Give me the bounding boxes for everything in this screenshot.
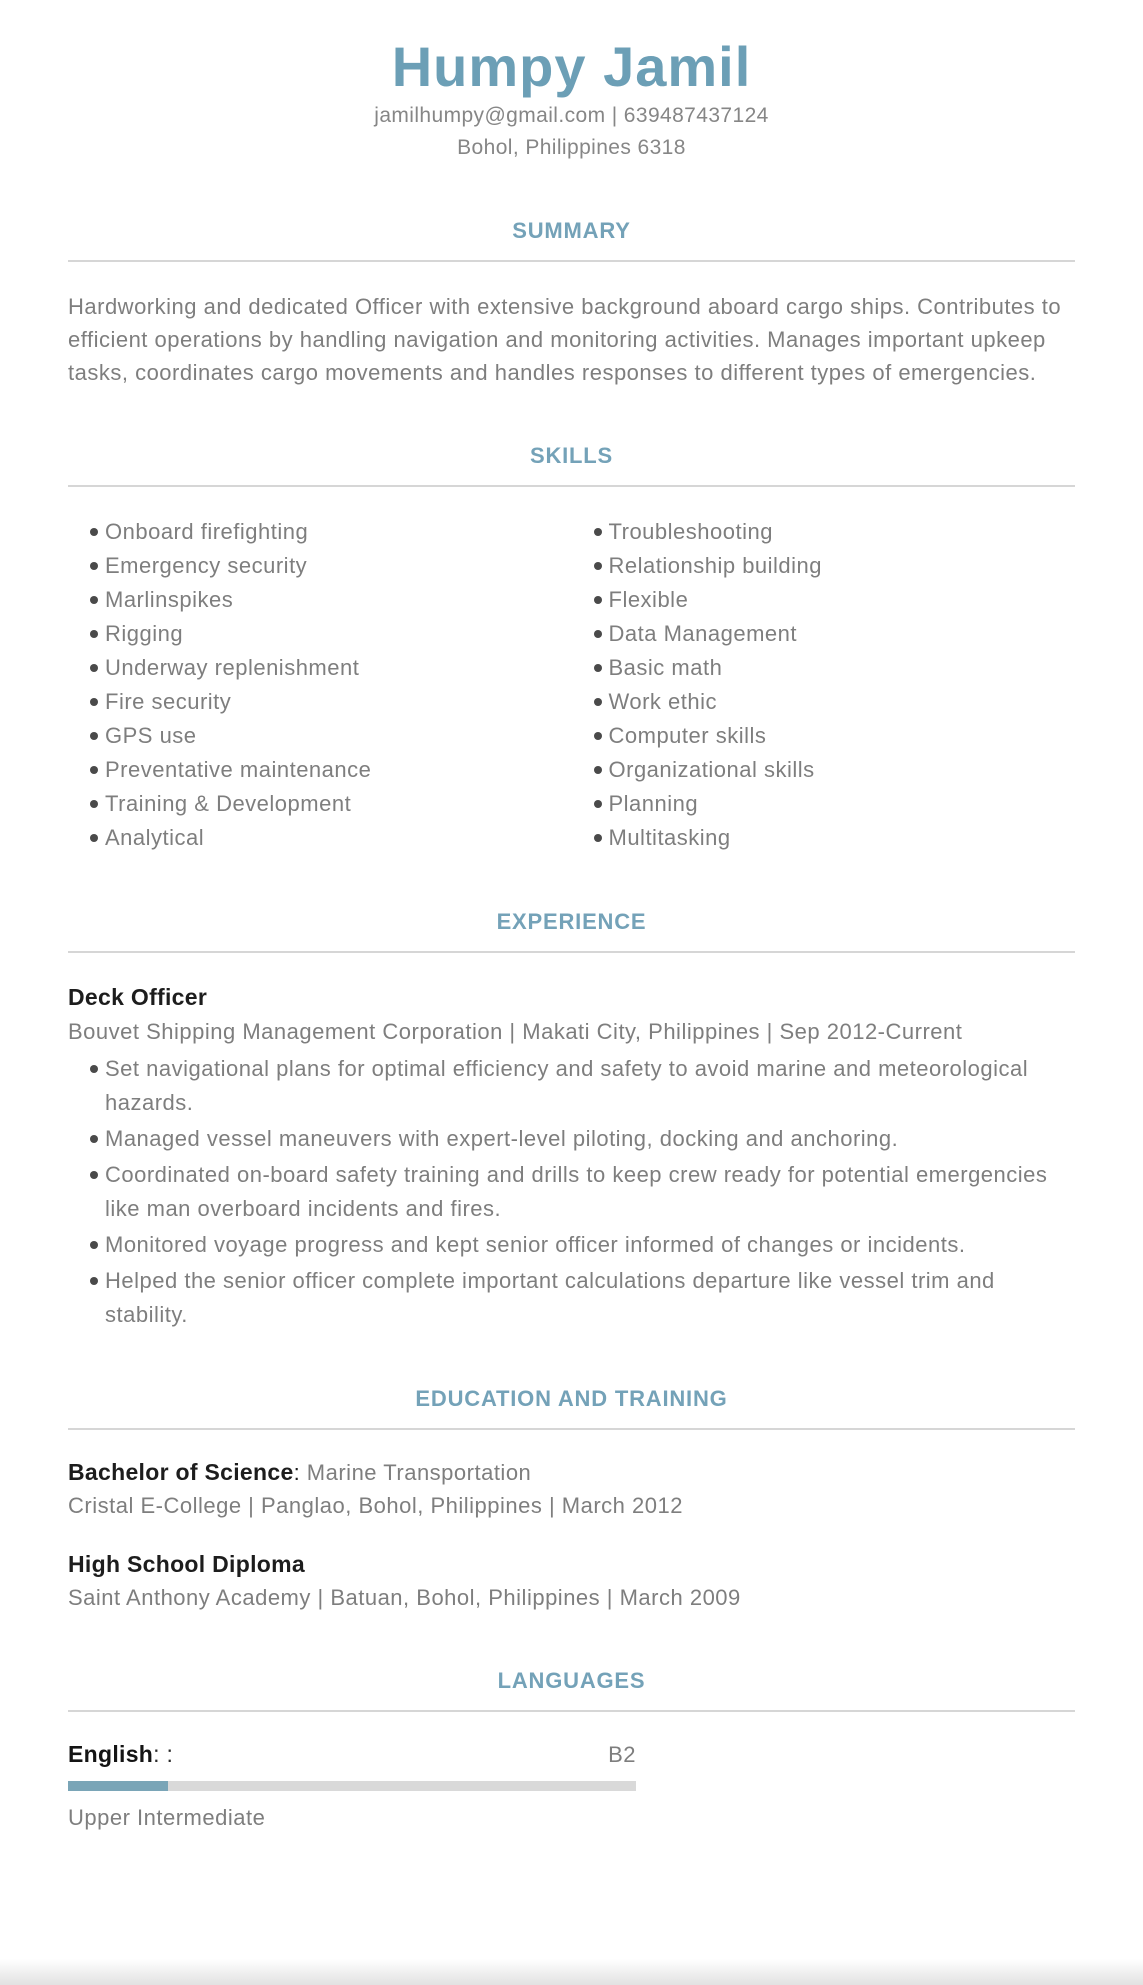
location-line: Bohol, Philippines 6318 xyxy=(457,136,686,159)
language-name-suffix: : : xyxy=(153,1741,174,1767)
education-degree-line xyxy=(68,1456,1075,1489)
section-languages xyxy=(68,1668,1075,1834)
language-header-row xyxy=(68,1738,636,1771)
education-meta: Saint Anthony Academy | Batuan, Bohol, Philippines | March 2009 xyxy=(68,1585,741,1610)
resume-header xyxy=(68,34,1075,164)
skill-item: Onboard firefighting xyxy=(68,515,572,549)
section-divider xyxy=(68,260,1075,262)
section-divider xyxy=(68,1710,1075,1712)
skill-item: Marlinspikes xyxy=(68,583,572,617)
skill-item: Basic math xyxy=(572,651,1076,685)
section-experience xyxy=(68,909,1075,1332)
skill-item: Organizational skills xyxy=(572,753,1076,787)
skill-item: Flexible xyxy=(572,583,1076,617)
job-bullet: Monitored voyage progress and kept senior officer informed of changes or incidents. xyxy=(68,1228,1075,1262)
education-section-title: EDUCATION AND TRAINING xyxy=(415,1386,728,1411)
degree-name: High School Diploma xyxy=(68,1551,305,1577)
language-entry xyxy=(68,1738,636,1834)
skill-item: Underway replenishment xyxy=(68,651,572,685)
job-title: Deck Officer xyxy=(68,984,208,1010)
education-entry xyxy=(68,1548,1075,1614)
section-education xyxy=(68,1386,1075,1614)
section-skills xyxy=(68,443,1075,855)
degree-field: Marine Transportation xyxy=(306,1460,532,1485)
experience-entry xyxy=(68,981,1075,1332)
language-progress-track xyxy=(68,1781,636,1791)
skill-item: Emergency security xyxy=(68,549,572,583)
skills-column-right xyxy=(572,515,1076,855)
skill-item: GPS use xyxy=(68,719,572,753)
language-level-label: Upper Intermediate xyxy=(68,1805,266,1830)
language-level-code: B2 xyxy=(608,1742,636,1767)
language-progress-fill xyxy=(68,1781,168,1791)
education-meta: Cristal E-College | Panglao, Bohol, Philippines | March 2012 xyxy=(68,1493,683,1518)
skills-column-left xyxy=(68,515,572,855)
job-bullet: Managed vessel maneuvers with expert-level piloting, docking and anchoring. xyxy=(68,1122,1075,1156)
job-bullet: Helped the senior officer complete important calculations departure like vessel trim and stability. xyxy=(68,1264,1075,1332)
job-bullet-list xyxy=(68,1052,1075,1332)
section-divider xyxy=(68,951,1075,953)
section-summary xyxy=(68,218,1075,389)
skill-item: Computer skills xyxy=(572,719,1076,753)
languages-section-title: LANGUAGES xyxy=(497,1668,646,1693)
page-edge-shadow xyxy=(0,1959,1143,1985)
page-title: Humpy Jamil xyxy=(391,35,752,98)
skill-item: Multitasking xyxy=(572,821,1076,855)
degree-name: Bachelor of Science xyxy=(68,1459,294,1485)
skill-item: Training & Development xyxy=(68,787,572,821)
skill-item: Rigging xyxy=(68,617,572,651)
skills-section-title: SKILLS xyxy=(529,443,614,468)
experience-section-title: EXPERIENCE xyxy=(496,909,647,934)
section-divider xyxy=(68,485,1075,487)
job-meta: Bouvet Shipping Management Corporation | Makati City, Philippines | Sep 2012-Current xyxy=(68,1019,963,1044)
job-bullet: Set navigational plans for optimal efficiency and safety to avoid marine and meteorological hazards. xyxy=(68,1052,1075,1120)
job-bullet: Coordinated on-board safety training and drills to keep crew ready for potential emergencies like man overboard incidents and fires. xyxy=(68,1158,1075,1226)
degree-separator: : xyxy=(293,1460,307,1485)
skill-item: Data Management xyxy=(572,617,1076,651)
section-divider xyxy=(68,1428,1075,1430)
education-entry xyxy=(68,1456,1075,1522)
skill-item: Planning xyxy=(572,787,1076,821)
skills-grid xyxy=(68,515,1075,855)
education-degree-line xyxy=(68,1548,1075,1581)
summary-text: Hardworking and dedicated Officer with extensive background aboard cargo ships. Contributes to efficient operations by handling navigation and monitoring activities. Manages important upkeep tasks, coordinates cargo movements and handles responses to different types of emergencies. xyxy=(68,294,1062,385)
summary-section-title: SUMMARY xyxy=(512,218,631,243)
skill-item: Relationship building xyxy=(572,549,1076,583)
language-label xyxy=(68,1741,173,1768)
language-name: English xyxy=(68,1741,154,1767)
skill-item: Fire security xyxy=(68,685,572,719)
skill-item: Preventative maintenance xyxy=(68,753,572,787)
skill-item: Work ethic xyxy=(572,685,1076,719)
skill-item: Troubleshooting xyxy=(572,515,1076,549)
contact-line: jamilhumpy@gmail.com | 639487437124 xyxy=(374,104,769,127)
skill-item: Analytical xyxy=(68,821,572,855)
education-entries xyxy=(68,1456,1075,1614)
